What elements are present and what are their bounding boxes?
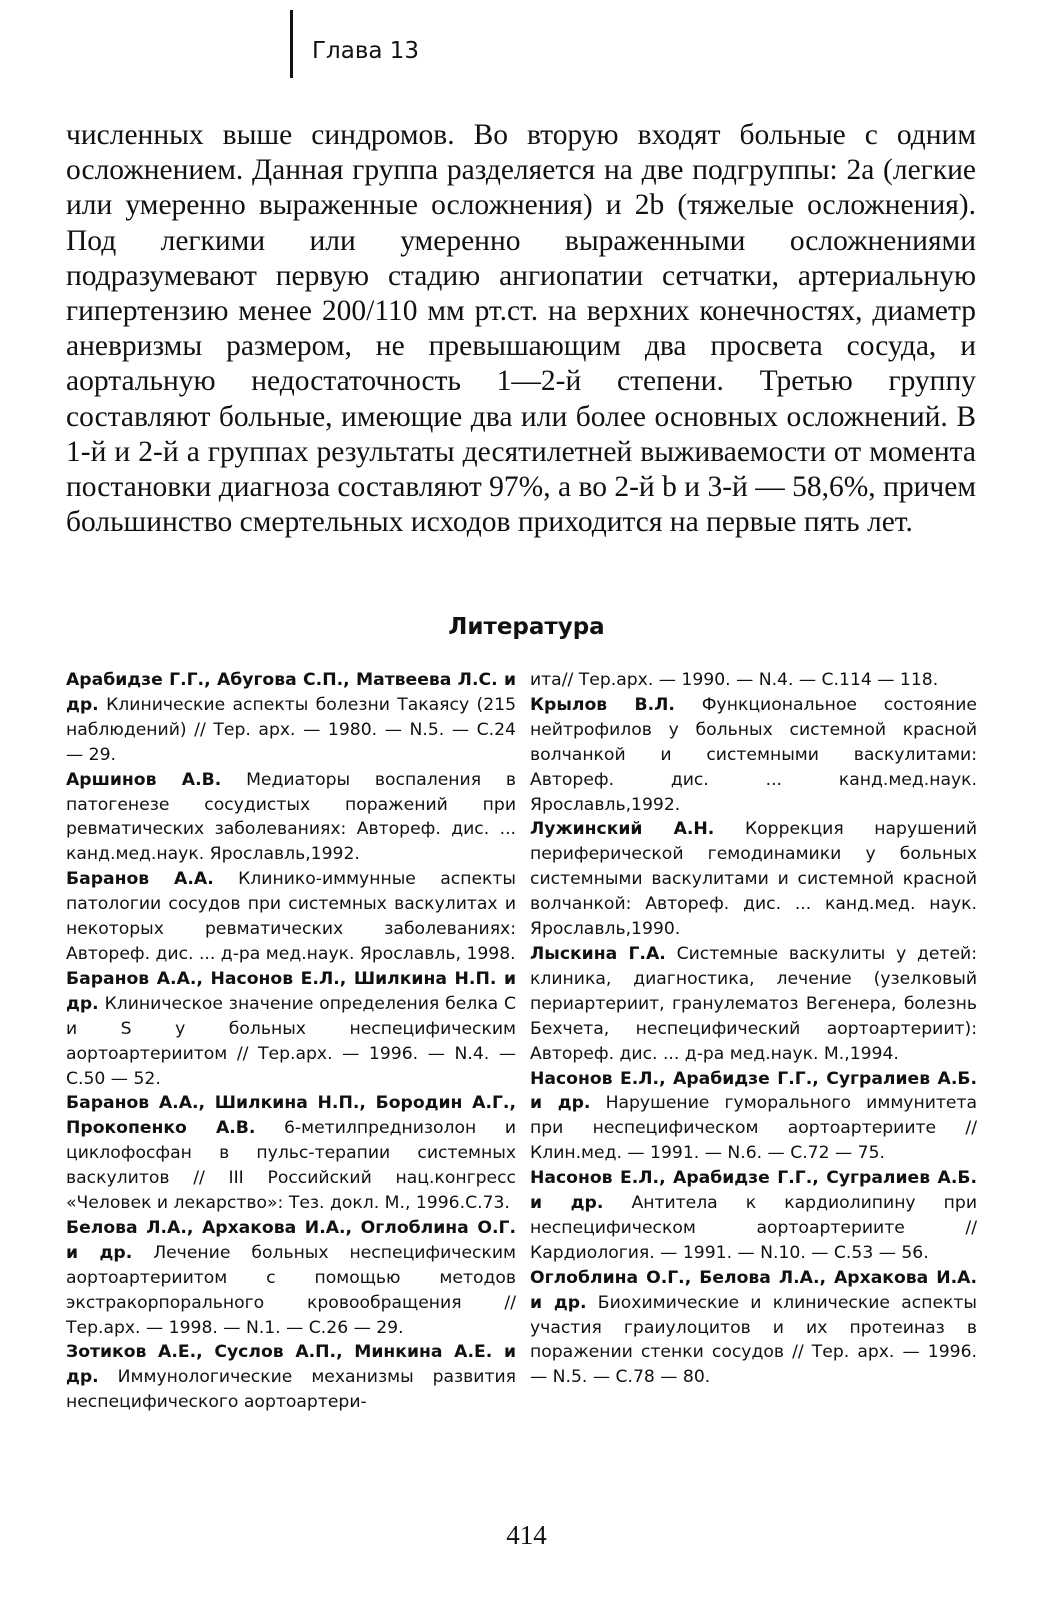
reference-entry xyxy=(66,1091,516,1216)
reference-text: Клинические аспекты болезни Такаясу (215 наблюдений) // Тер. арх. — 1980. — N.5. — С.24 — 29. xyxy=(66,694,517,765)
reference-text: Биохимические и клинические аспекты участия граиулоцитов и их протеиназ в поражении стенки сосудов // Тер. арх. — 1996. — N.5. — С.78 — 80. xyxy=(530,1292,977,1388)
reference-text: Иммунологические механизмы развития неспецифического аортоартери- xyxy=(66,1367,516,1413)
reference-author: Баранов А.А., Насонов Е.Л., Шилкина Н.П. и др. xyxy=(66,968,516,1014)
reference-author: Оглоблина О.Г., Белова Л.А., Архакова И.А. и др. xyxy=(530,1267,977,1313)
reference-text: Нарушение гуморального иммунитета при неспецифическом аортоартериите // Клин.мед. — 1991. — N.6. — С.72 — 75. xyxy=(530,1093,977,1164)
chapter-title: Глава 13 xyxy=(312,38,420,64)
reference-author: Насонов Е.Л., Арабидзе Г.Г., Сугралиев А.Б. и др. xyxy=(530,1168,977,1214)
reference-author: Белова Л.А., Архакова И.А., Оглоблина О.Г. и др. xyxy=(66,1217,516,1263)
reference-author: Арабидзе Г.Г., Абугова С.П., Матвеева Л.С. и др. xyxy=(66,670,516,715)
reference-entry-continuation xyxy=(530,668,977,693)
reference-author: Насонов Е.Л., Арабидзе Г.Г., Сугралиев А.Б. и др. xyxy=(530,1068,977,1114)
reference-entry xyxy=(66,1340,516,1415)
reference-author: Баранов А.А., Шилкина Н.П., Бородин А.Г., Прокопенко А.В. xyxy=(66,1093,516,1139)
reference-author: Крылов В.Л. xyxy=(530,694,675,715)
references-right-column xyxy=(530,668,977,1390)
reference-author: Зотиков А.Е., Суслов А.П., Минкина А.Е. и др. xyxy=(66,1342,516,1388)
page-number: 414 xyxy=(506,1520,547,1550)
reference-text: 6-метилпреднизолон и циклофосфан в пульс-терапии системных васкулитов // III Российский нац.конгресс «Человек и лекарство»: Тез. докл. М., 1996.С.73. xyxy=(66,1118,516,1214)
reference-entry xyxy=(530,1067,977,1167)
reference-text: Лечение больных неспецифическим аортоартериитом с помощью методов экстракорпорального кровообращения // Тер.арх. — 1998. — N.1. — С.26 — 29. xyxy=(66,1242,516,1338)
reference-text: Клинико-иммунные аспекты патологии сосудов при системных васкулитах и некоторых ревматических заболеваниях: Автореф. дис. ... д-ра мед.наук. Ярославль, 1998. xyxy=(66,869,516,964)
reference-text: Коррекция нарушений периферической гемодинамики у больных системными васкулитами и системной красной волчанкой: Автореф. дис. ... канд.мед. наук. Ярославль,1990. xyxy=(530,819,978,940)
reference-author: Лужинский А.Н. xyxy=(530,819,715,840)
reference-author: Лыскина Г.А. xyxy=(530,943,666,964)
reference-entry xyxy=(530,1166,977,1266)
reference-text: ита// Тер.арх. — 1990. — N.4. — С.114 — 118. xyxy=(530,670,939,690)
reference-entry xyxy=(530,693,977,818)
reference-entry xyxy=(66,768,516,868)
reference-entry xyxy=(66,967,516,1092)
reference-text: Медиаторы воспаления в патогенезе сосудистых поражений при ревматических заболеваниях: Автореф. дис. ... канд.мед.наук. Ярославль,1992. xyxy=(66,769,516,865)
reference-entry xyxy=(66,1216,516,1341)
reference-entry xyxy=(530,1266,977,1391)
reference-entry xyxy=(530,817,977,942)
reference-text: Антитела к кардиолипину при неспецифическом аортоартериите // Кардиология. — 1991. — N.10. — С.53 — 56. xyxy=(530,1193,977,1263)
references-heading: Литература xyxy=(448,614,605,640)
reference-entry xyxy=(66,668,516,768)
reference-text: Клиническое значение определения белка С и S у больных неспецифическим аортоартериитом // Тер.арх. — 1996. — N.4. — С.50 — 52. xyxy=(66,993,517,1089)
reference-text: Функциональное состояние нейтрофилов у больных системной красной волчанкой и системными васкулитами: Автореф. дис. ... канд.мед.наук. Ярославль,1992. xyxy=(530,694,977,815)
references-left-column xyxy=(66,668,516,1415)
body-paragraph: численных выше синдромов. Во вторую входят больные с одним осложнением. Данная группа разделяется на две подгруппы: 2a (легкие или умеренно выраженные осложнения) и 2b (тяжелые осложнения). Под легкими или умеренно выраженными осложнениями подразумевают первую стадию ангиопатии сетчатки, артериальную гипертензию менее 200/110 мм рт.ст. на верхних конечностях, диаметр аневризмы размером, не превышающим два просвета сосуда, и аортальную недостаточность 1—2-й степени. Третью группу составляют больные, имеющие два или более основных осложнений. В 1-й и 2-й a группах результаты десятилетней выживаемости от момента постановки диагноза составляют 97%, а во 2-й b и 3-й — 58,6%, причем большинство смертельных исходов приходится на первые пять лет. xyxy=(66,119,976,539)
reference-author: Аршинов А.В. xyxy=(66,769,222,790)
reference-entry xyxy=(66,867,516,967)
reference-entry xyxy=(530,942,977,1067)
reference-author: Баранов А.А. xyxy=(66,869,214,890)
reference-text: Системные васкулиты у детей: клиника, диагностика, лечение (узелковый периартериит, гранулематоз Вегенера, болезнь Бехчета, неспецифический аортоартериит): Автореф. дис. ... д-ра мед.наук. М.,1994. xyxy=(530,943,978,1064)
header-vertical-rule xyxy=(290,10,293,78)
